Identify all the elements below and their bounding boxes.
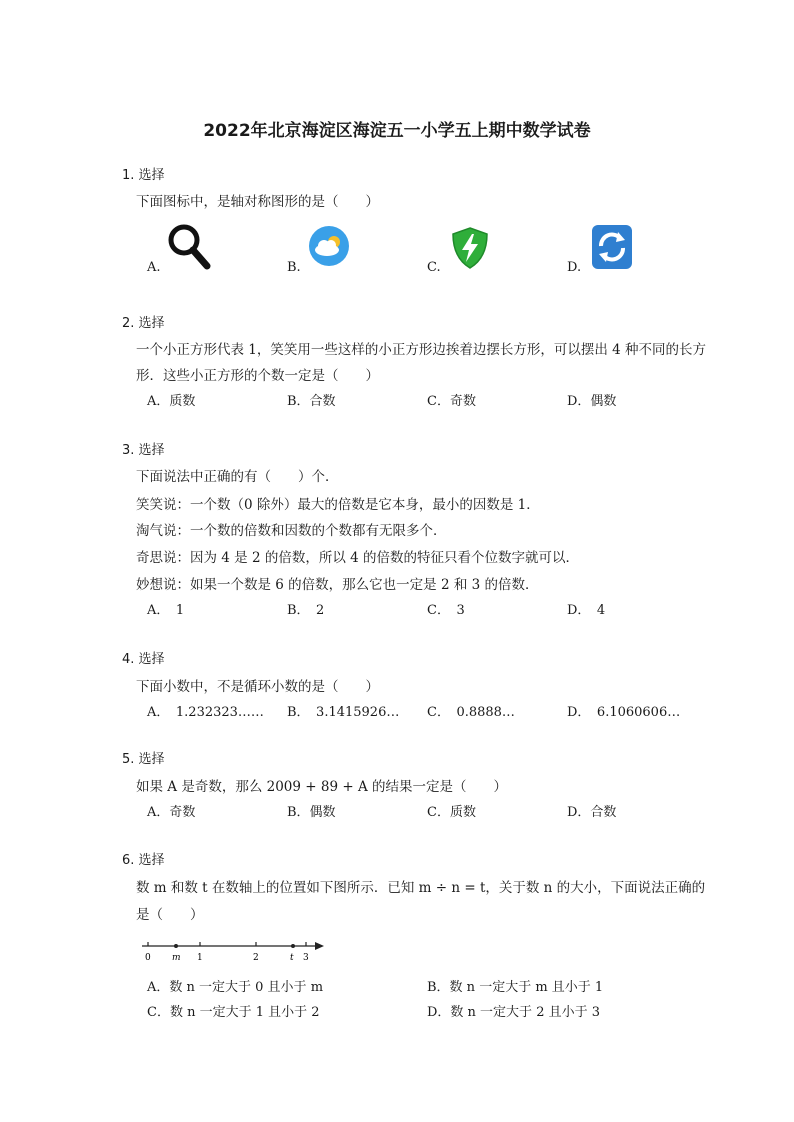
q4-option-b: B． 3.1415926…	[287, 705, 400, 720]
label-0: 0	[145, 953, 151, 963]
question-3-line: 下面说法中正确的有（ ）个．	[136, 469, 339, 485]
magnifier-icon	[166, 222, 212, 272]
number-line	[138, 936, 330, 966]
q1-option-a-label: A.	[147, 260, 161, 275]
q6-option-c: C．数 n 一定大于 1 且小于 2	[147, 1005, 320, 1020]
page-title: 2022年北京海淀区海淀五一小学五上期中数学试卷	[203, 121, 591, 141]
q1-option-c-label: C.	[427, 260, 441, 275]
question-5-header: 5. 选择	[122, 752, 165, 767]
label-t: t	[290, 953, 294, 963]
question-2-header: 2. 选择	[122, 316, 165, 331]
q2-option-c: C．奇数	[427, 394, 476, 409]
question-3-line: 妙想说：如果一个数是 6 的倍数，那么它也一定是 2 和 3 的倍数．	[136, 577, 539, 593]
q5-option-a: A．奇数	[147, 805, 196, 820]
question-2-stem-line1: 一个小正方形代表 1，笑笑用一些这样的小正方形边挨着边摆长方形，可以摆出 4 种不同的长方	[136, 342, 707, 358]
q6-option-b: B．数 n 一定大于 m 且小于 1	[427, 980, 604, 995]
question-1-stem: 下面图标中，是轴对称图形的是（ ）	[136, 194, 379, 210]
q3-option-c: C． 3	[427, 603, 465, 618]
q6-option-d: D．数 n 一定大于 2 且小于 3	[427, 1005, 600, 1020]
label-m: m	[172, 953, 181, 963]
question-3-line: 淘气说：一个数的倍数和因数的个数都有无限多个．	[136, 523, 447, 539]
q1-option-b-label: B.	[287, 260, 301, 275]
question-6-stem-line1: 数 m 和数 t 在数轴上的位置如下图所示．已知 m ÷ n = t，关于数 n 的大小，下面说法正确的	[136, 880, 706, 896]
q5-option-b: B．偶数	[287, 805, 336, 820]
question-4-stem: 下面小数中，不是循环小数的是（ ）	[136, 679, 379, 695]
q5-option-d: D．合数	[567, 805, 617, 820]
question-6-header: 6. 选择	[122, 853, 165, 868]
question-3-line: 奇思说：因为 4 是 2 的倍数，所以 4 的倍数的特征只看个位数字就可以．	[136, 550, 580, 566]
weather-cloud-sun-icon	[308, 225, 350, 267]
label-3: 3	[303, 953, 309, 963]
question-5-stem: 如果 A 是奇数，那么 2009 + 89 + A 的结果一定是（ ）	[136, 779, 507, 795]
label-2: 2	[253, 953, 259, 963]
q2-option-d: D．偶数	[567, 394, 617, 409]
q5-option-c: C．质数	[427, 805, 476, 820]
question-3-header: 3. 选择	[122, 443, 165, 458]
q4-option-a: A． 1.232323……	[147, 705, 264, 720]
question-4-header: 4. 选择	[122, 652, 165, 667]
q4-option-c: C． 0.8888…	[427, 705, 515, 720]
shield-lightning-icon	[450, 226, 490, 270]
refresh-arrows-icon	[591, 224, 633, 270]
point-m	[174, 944, 178, 948]
q3-option-b: B． 2	[287, 603, 325, 618]
point-t	[291, 944, 295, 948]
question-3-line: 笑笑说：一个数（0 除外）最大的倍数是它本身，最小的因数是 1．	[136, 497, 540, 513]
label-1: 1	[197, 953, 203, 963]
question-1-header: 1. 选择	[122, 168, 165, 183]
q3-option-a: A． 1	[147, 603, 185, 618]
q2-option-a: A．质数	[147, 394, 196, 409]
question-2-stem-line2: 形．这些小正方形的个数一定是（ ）	[136, 368, 379, 384]
q6-option-a: A．数 n 一定大于 0 且小于 m	[147, 980, 324, 995]
q1-option-d-label: D.	[567, 260, 582, 275]
q4-option-d: D． 6.1060606…	[567, 705, 681, 720]
question-6-stem-line2: 是（ ）	[136, 907, 204, 923]
q2-option-b: B．合数	[287, 394, 336, 409]
q3-option-d: D． 4	[567, 603, 606, 618]
